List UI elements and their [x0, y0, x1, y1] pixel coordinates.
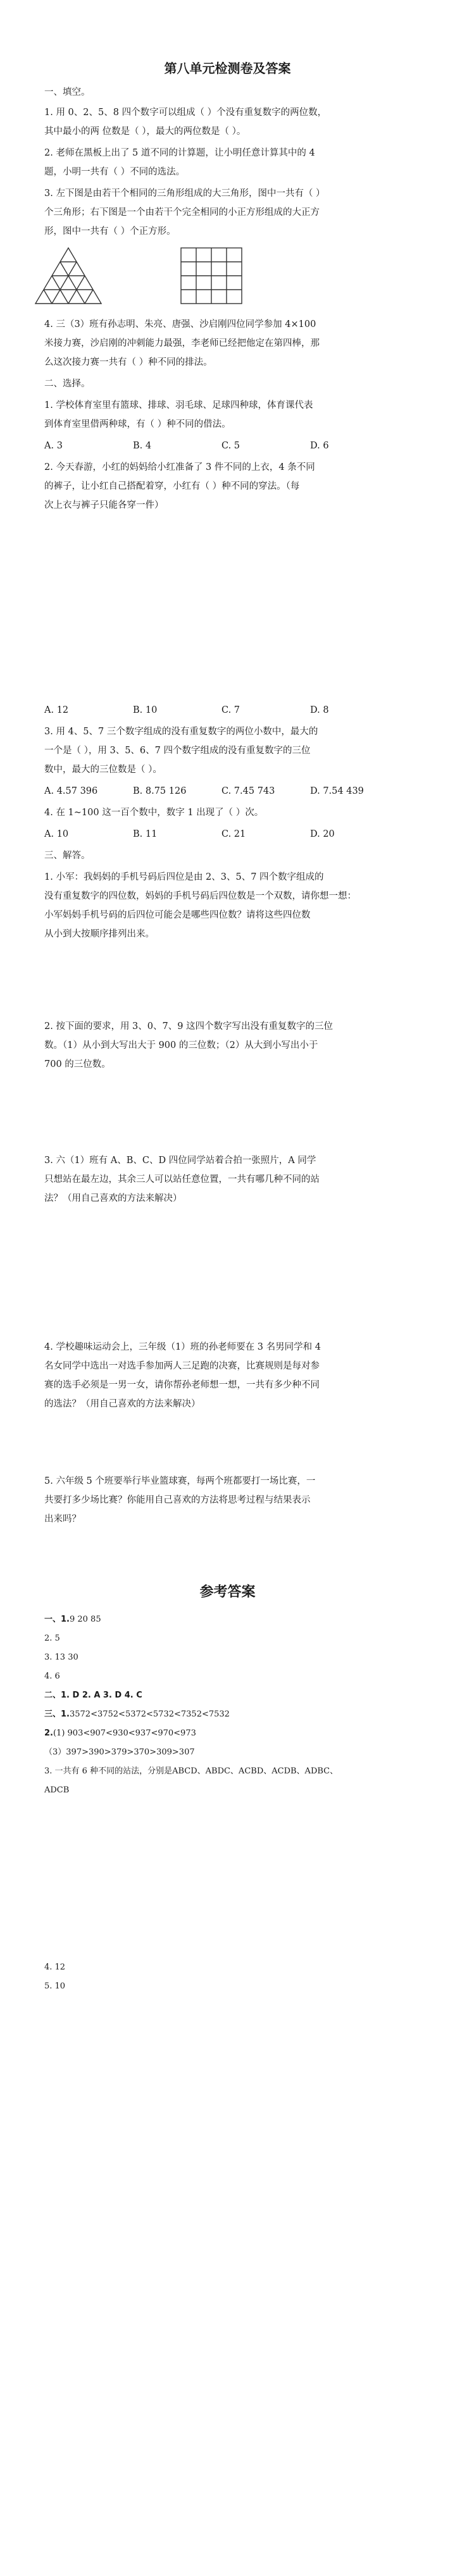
option-a: A. 10 — [44, 829, 69, 839]
answers-title: 参考答案 — [199, 1584, 256, 1600]
q2-3-line: 数中，最大的三位数是（ ）。 — [44, 765, 162, 775]
triangle-figure — [30, 244, 106, 307]
q3-3-line: 只想站在最左边，其余三人可以站任意位置，一共有哪几种不同的站 — [44, 1174, 320, 1185]
option-b: B. 11 — [133, 829, 158, 839]
q3-4-line: 的选法？（用自己喜欢的方法来解决） — [44, 1399, 201, 1409]
square-grid-figure — [177, 244, 247, 307]
q1-2-line: 2. 老师在黑板上出了 5 道不同的计算题，让小明任意计算其中的 4 — [44, 148, 315, 158]
q3-1-line: 从小到大按顺序排列出来。 — [44, 929, 154, 939]
option-d: D. 8 — [310, 705, 329, 715]
option-d: D. 7.54 439 — [310, 786, 364, 796]
section-heading-choice: 二、选择。 — [44, 379, 90, 389]
q3-1-line: 没有重复数字的四位数，妈妈的手机号码后四位数是一个双数，请你想一想： — [44, 891, 356, 901]
answer-label: 一、1. — [44, 1615, 70, 1624]
answer-label: 2. — [44, 1729, 53, 1738]
answer-line: 3. 一共有 6 种不同的站法，分别是ABCD、ABDC、ACBD、ACDB、ADBC、 — [44, 1766, 339, 1776]
section-heading-solve: 三、解答。 — [44, 851, 90, 861]
q3-4-line: 4. 学校趣味运动会上，三年级（1）班的孙老师要在 3 名男同学和 4 — [44, 1342, 321, 1352]
option-a: A. 12 — [44, 705, 69, 715]
answer-line: 2. 5 — [44, 1634, 60, 1643]
q1-3-line: 个三角形；右下图是一个由若干个完全相同的小正方形组成的大正方 — [44, 207, 320, 218]
q1-4-line: 么这次接力赛一共有（ ）种不同的排法。 — [44, 357, 213, 367]
option-b: B. 10 — [133, 705, 158, 715]
q3-1-line: 1. 小军：我妈妈的手机号码后四位是由 2、3、5、7 四个数字组成的 — [44, 872, 324, 882]
q1-4-line: 4. 三（3）班有孙志明、朱亮、唐强、沙启刚四位同学参加 4×100 — [44, 319, 316, 330]
option-a: A. 4.57 396 — [44, 786, 98, 796]
q3-4-line: 名女同学中选出一对选手参加两人三足跑的决赛，比赛规则是每对参 — [44, 1361, 320, 1371]
q1-2-line: 题，小明一共有（ ）不同的选法。 — [44, 167, 185, 177]
q2-2-line: 次上衣与裤子只能各穿一件） — [44, 500, 164, 510]
q1-1-line: 1. 用 0、2、5、8 四个数字可以组成（ ）个没有重复数字的两位数， — [44, 108, 327, 118]
section-heading-fill: 一、填空。 — [44, 87, 90, 97]
answer-line: 5. 10 — [44, 1981, 66, 1991]
q1-1-line: 其中最小的两 位数是（ ），最大的两位数是（ ）。 — [44, 126, 246, 137]
answer-line: （3）397>390>379>370>309>307 — [44, 1747, 195, 1757]
answer-value: 3572<3752<5372<5732<7352<7532 — [69, 1710, 230, 1719]
option-d: D. 20 — [310, 829, 335, 839]
answer-line: 4. 12 — [44, 1963, 66, 1972]
answer-value: (1) 903<907<930<937<970<973 — [53, 1729, 196, 1738]
q3-2-line: 700 的三位数。 — [44, 1059, 111, 1069]
q3-5-line: 5. 六年级 5 个班要举行毕业篮球赛，每两个班都要打一场比赛，一 — [44, 1476, 316, 1486]
option-b: B. 4 — [133, 441, 152, 451]
answer-line: ADCB — [44, 1785, 70, 1795]
option-b: B. 8.75 126 — [133, 786, 187, 796]
answer-line — [44, 1709, 418, 1720]
answer-line: 3. 13 30 — [44, 1653, 78, 1662]
q3-5-line: 共要打多少场比赛？你能用自己喜欢的方法将思考过程与结果表示 — [44, 1495, 311, 1505]
q2-1-line: 1. 学校体育室里有篮球、排球、羽毛球、足球四种球，体育课代表 — [44, 400, 313, 410]
option-c: C. 5 — [221, 441, 240, 451]
answer-line — [44, 1728, 418, 1739]
option-c: C. 7 — [221, 705, 240, 715]
answer-line: 4. 6 — [44, 1672, 60, 1681]
q2-4-line: 4. 在 1~100 这一百个数中，数字 1 出现了（ ）次。 — [44, 808, 264, 818]
option-d: D. 6 — [310, 441, 329, 451]
answer-line — [44, 1614, 418, 1625]
option-a: A. 3 — [44, 441, 63, 451]
q3-4-line: 赛的选手必须是一男一女，请你帮孙老师想一想，一共有多少种不同 — [44, 1380, 320, 1390]
q3-2-line: 2. 按下面的要求，用 3、0、7、9 这四个数字写出没有重复数字的三位 — [44, 1021, 333, 1032]
q1-3-line: 形，图中一共有（ ）个正方形。 — [44, 226, 176, 237]
q2-3-line: 3. 用 4、5、7 三个数字组成的没有重复数字的两位小数中，最大的 — [44, 727, 318, 737]
q2-3-line: 一个是（ ），用 3、5、6、7 四个数字组成的没有重复数字的三位 — [44, 746, 311, 756]
q2-2-line: 2. 今天春游，小红的妈妈给小红准备了 3 件不同的上衣，4 条不同 — [44, 462, 315, 472]
q3-3-line: 3. 六（1）班有 A、B、C、D 四位同学站着合拍一张照片，A 同学 — [44, 1156, 316, 1166]
q2-1-line: 到体育室里借两种球，有（ ）种不同的借法。 — [44, 419, 231, 429]
q1-4-line: 米接力赛，沙启刚的冲刺能力最强，李老师已经把他定在第四棒，那 — [44, 338, 320, 348]
q3-1-line: 小军妈妈手机号码的后四位可能会是哪些四位数？请将这些四位数 — [44, 910, 311, 920]
q2-2-line: 的裤子，让小红自己搭配着穿，小红有（ ）种不同的穿法。（每 — [44, 481, 300, 491]
q3-3-line: 法？（用自己喜欢的方法来解决） — [44, 1193, 182, 1204]
q3-2-line: 数。（1）从小到大写出大于 900 的三位数；（2）从大到小写出小于 — [44, 1040, 318, 1051]
option-c: C. 7.45 743 — [221, 786, 275, 796]
q1-3-line: 3. 左下图是由若干个相同的三角形组成的大三角形，图中一共有（ ） — [44, 188, 325, 199]
answer-label: 三、1. — [44, 1710, 70, 1719]
option-c: C. 21 — [221, 829, 246, 839]
q3-5-line: 出来吗？ — [44, 1514, 81, 1524]
answer-line: 二、1. D 2. A 3. D 4. C — [44, 1691, 142, 1700]
answer-value: 9 20 85 — [69, 1615, 101, 1624]
page-title: 第八单元检测卷及答案 — [164, 61, 291, 76]
